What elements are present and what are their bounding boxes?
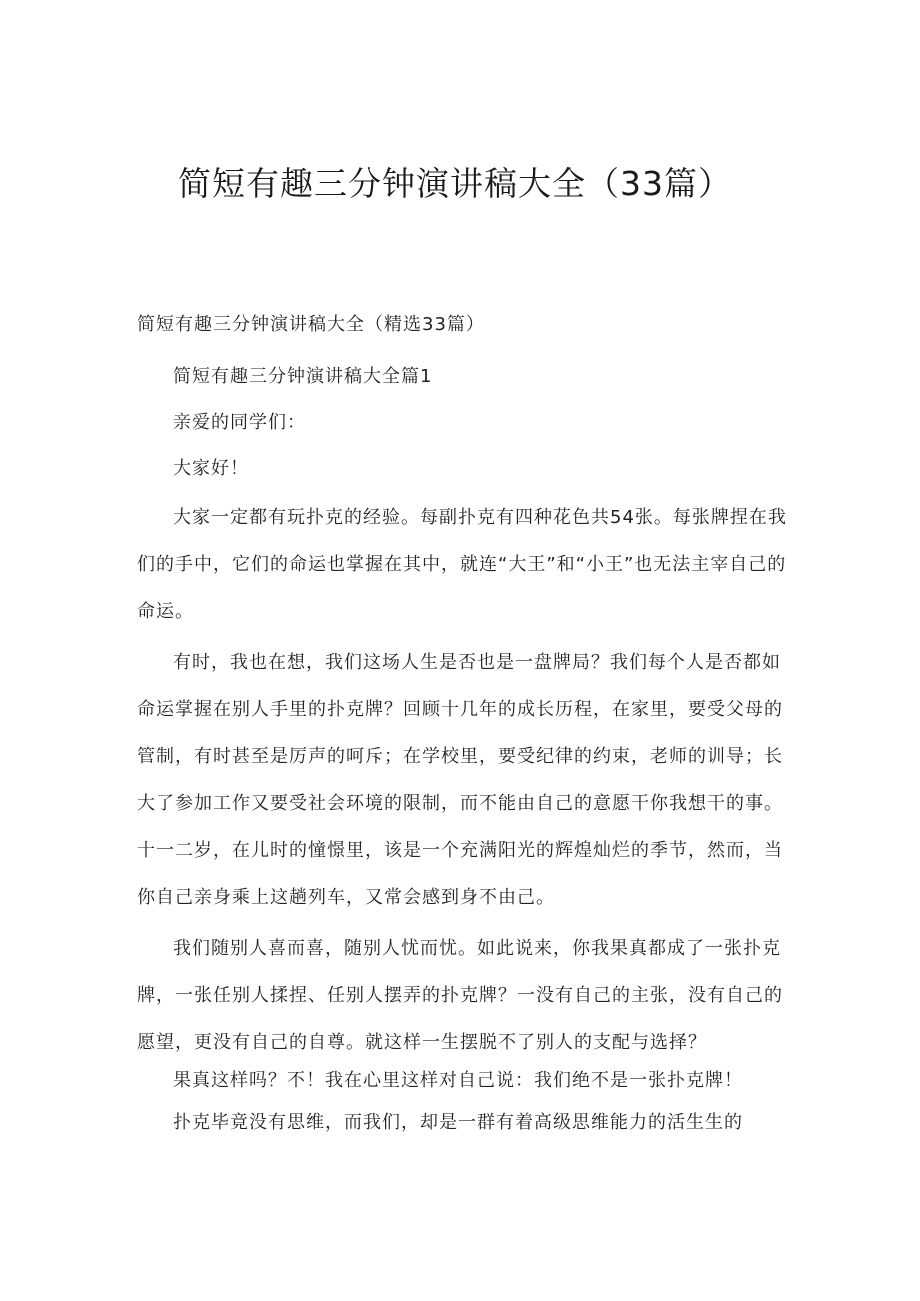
paragraph: 大家一定都有玩扑克的经验。每副扑克有四种花色共54张。每张牌捏在我们的手中，它们的命运也掌握在其中，就连“大王”和“小王”也无法主宰自己的命运。: [137, 507, 787, 622]
section-heading: 简短有趣三分钟演讲稿大全篇1: [173, 366, 433, 387]
document-title: 简短有趣三分钟演讲稿大全（33篇）: [178, 164, 732, 203]
paragraph: 果真这样吗？不！我在心里这样对自己说：我们绝不是一张扑克牌！: [173, 1070, 743, 1091]
salutation: 亲爱的同学们：: [173, 412, 306, 433]
paragraph: 我们随别人喜而喜，随别人忧而忧。如此说来，你我果真都成了一张扑克牌，一张任别人揉捏、任别人摆弄的扑克牌？一没有自己的主张，没有自己的愿望，更没有自己的自尊。就这样一生摆脱不了别人的支配与选择？: [137, 938, 783, 1053]
paragraph: 有时，我也在想，我们这场人生是否也是一盘牌局？我们每个人是否都如命运掌握在别人手里的扑克牌？回顾十几年的成长历程，在家里，要受父母的管制，有时甚至是厉声的呵斥；在学校里，要受纪律的约束，老师的训导；长大了参加工作又要受社会环境的限制，而不能由自己的意愿干你我想干的事。十一二岁，在儿时的憧憬里，该是一个充满阳光的辉煌灿烂的季节，然而，当你自己亲身乘上这趟列车，又常会感到身不由己。: [137, 652, 783, 908]
document-body: [137, 310, 797, 1138]
paragraph: 扑克毕竟没有思维，而我们，却是一群有着高级思维能力的活生生的: [173, 1112, 743, 1133]
greeting: 大家好！: [173, 458, 249, 479]
document-subtitle: 简短有趣三分钟演讲稿大全（精选33篇）: [137, 314, 485, 335]
